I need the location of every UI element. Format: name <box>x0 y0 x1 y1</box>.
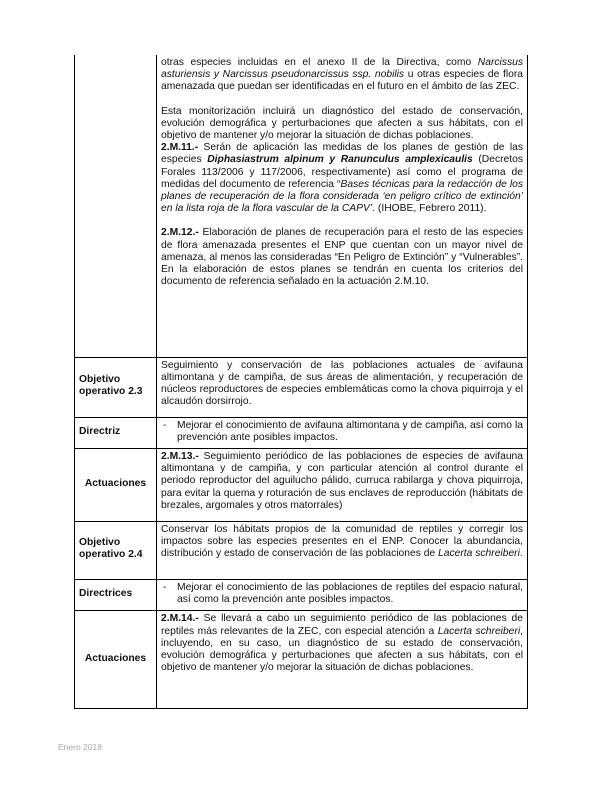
actions-label: Actuaciones <box>75 611 157 709</box>
guideline-text: Mejorar el conocimiento de las poblaciones de reptiles del espacio natural, así como la prevención ante posibles impactos. <box>177 581 523 606</box>
actions-continued-cell <box>157 55 528 357</box>
text-span: . <box>519 548 523 560</box>
paragraph-species-list <box>161 57 523 94</box>
table-row <box>75 417 528 448</box>
table-row <box>75 611 528 709</box>
text-span: Serán de aplicación las medidas de los planes de gestión de las especies <box>161 142 523 166</box>
text-span: otras especies incluidas en el anexo II de la Directiva, como <box>161 57 478 68</box>
guideline-text: Mejorar el conocimiento de avifauna altimontana y de campiña, así como la prevención ante posibles impactos. <box>177 419 523 443</box>
paragraph-monitoring: Esta monitorización incluirá un diagnóstico del estado de conservación, evolución demográfica y perturbaciones que afecten a sus hábitats, con el objetivo de mantener y/o mejorar la situación de dichas poblaciones. <box>161 105 523 142</box>
text-span: , incluyendo, en su caso, un diagnóstico de su estado de conservación, evolución demográfica y perturbaciones que afecten a sus hábitats, con el objetivo de mantener y/o mejorar la situación de dichas poblaciones. <box>161 625 523 674</box>
species-name: Diphasiastrum alpinum y Ranunculus amplexicaulis <box>207 154 473 166</box>
measure-code: 2.M.14.- <box>161 613 199 625</box>
table-row <box>75 521 528 579</box>
species-name: Lacerta schreiberi <box>437 625 521 637</box>
species-name: Narcissus asturiensis <box>161 57 523 81</box>
list-item <box>161 420 523 444</box>
measure-code: 2.M.12.- <box>161 227 199 239</box>
text-span: Elaboración de planes de recuperación para el resto de las especies de flora amenazada presentes el ENP que cuentan con un mayor nivel de amenaza, al menos las consideradas “En Peligro de Extinción” y “Vulnerables”. En la elaboración de estos planes se tendrán en cuenta los criterios del documento de referencia señalado en la actuación 2.M.10. <box>161 227 523 288</box>
guideline-cell <box>157 417 528 448</box>
text-span: y <box>210 69 223 81</box>
empty-label-cell <box>75 55 157 357</box>
bullet-dash: - <box>163 581 167 593</box>
text-span: Se llevará a cabo un seguimiento periódico de las poblaciones de reptiles más relevantes de la ZEC, con especial atención a <box>161 613 523 637</box>
measure-code: 2.M.13.- <box>161 450 199 462</box>
text-span: u otras especies de flora amenazada que puedan ser identificadas en el futuro en el ámbito de las ZEC. <box>161 69 523 93</box>
text-span: (Decretos Forales 113/2006 y 117/2006, respectivamente) así como el programa de medidas del documento de referencia “ <box>161 154 523 190</box>
measures-table <box>74 55 528 709</box>
table-row <box>75 357 528 417</box>
text-span: Seguimiento periódico de las poblaciones de especies de avifauna altimontana y de campiña, y con particular atención al control durante el periodo reproductor del aguilucho pálido, curruca rabilarga y chova piquirroja, para evitar la quema y roturación de sus enclaves de reproducción (hábitats de brezales, argomales y otros matorrales) <box>161 450 523 511</box>
measure-2m14 <box>157 611 528 709</box>
measure-2m13 <box>157 448 528 521</box>
species-name: Lacerta schreiberi <box>438 548 520 560</box>
text-span: Conservar los hábitats propios de la comunidad de reptiles y corregir los impactos sobre las especies presentes en el ENP. Conocer la abundancia, distribución y estado de conservación de las poblaciones de <box>161 523 523 560</box>
list-item <box>161 582 523 606</box>
table-row <box>75 55 528 357</box>
objective-label: Objetivo operativo 2.4 <box>75 521 157 579</box>
measure-code: 2.M.11.- <box>161 142 199 154</box>
species-name: Narcissus pseudonarcissus ssp. nobilis <box>222 69 405 81</box>
measure-2m11 <box>161 142 523 215</box>
page-footer-date: Enero 2018 <box>58 742 102 752</box>
guideline-label: Directrices <box>75 579 157 610</box>
measure-2m12 <box>161 227 523 288</box>
guideline-label: Directriz <box>75 417 157 448</box>
table-row <box>75 448 528 521</box>
objective-label: Objetivo operativo 2.3 <box>75 357 157 417</box>
actions-label: Actuaciones <box>75 448 157 521</box>
reference-title: Bases técnicas para la redacción de los planes de recuperación de la flora considerada ‘en peligro crítico de extinción’ en la lista roja de la flora vascular de la CAPV’. <box>161 178 523 215</box>
objective-text: Seguimiento y conservación de las poblaciones actuales de avifauna altimontana y de campiña, de sus áreas de alimentación, y recuperación de núcleos reproductores de especies emblemáticas como la chova piquirroja y el alcaudón dorsirrojo. <box>157 357 528 417</box>
text-span: (IHOBE, Febrero 2011). <box>375 203 487 215</box>
objective-text <box>157 521 528 579</box>
guideline-cell <box>157 579 528 610</box>
bullet-dash: - <box>163 419 167 431</box>
table-row <box>75 579 528 610</box>
